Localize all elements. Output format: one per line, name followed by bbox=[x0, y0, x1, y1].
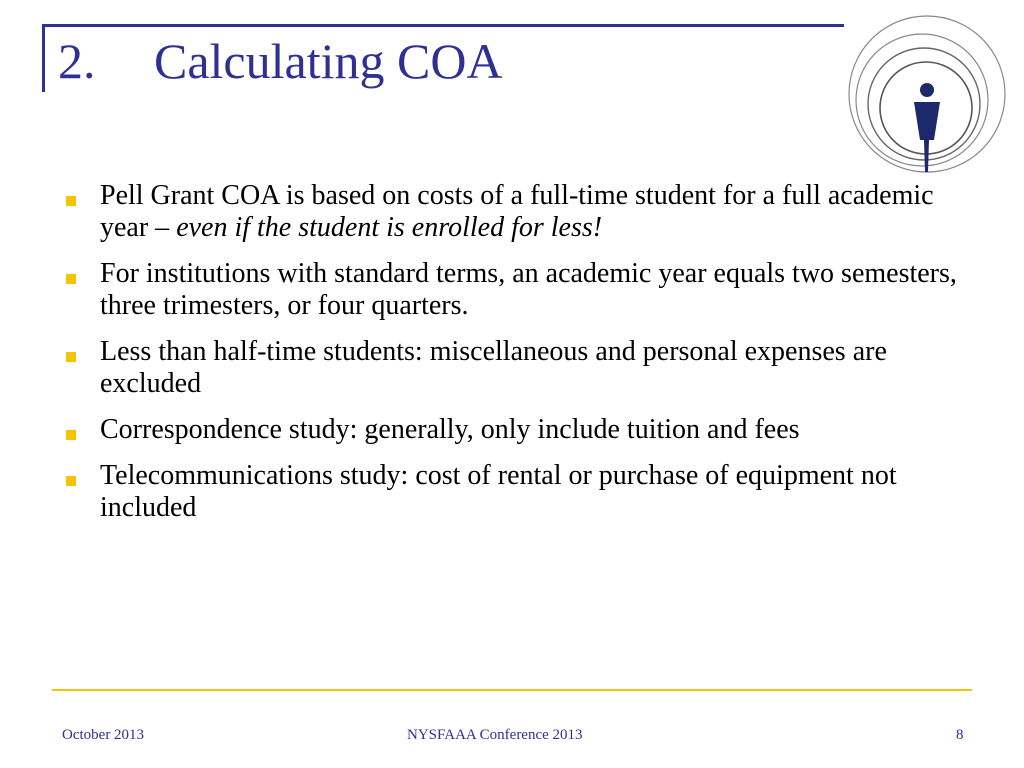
footer-event: NYSFAAA Conference 2013 bbox=[407, 727, 583, 743]
bullet-emphasis: even if the student is enrolled for less! bbox=[176, 212, 603, 243]
bullet-text: Pell Grant COA is based on costs of a full-time student for a full academic year – bbox=[100, 180, 934, 243]
bullet-text: Telecommunications study: cost of rental or purchase of equipment not included bbox=[100, 460, 897, 523]
slide-title bbox=[58, 33, 503, 89]
bullet-marker bbox=[66, 196, 76, 206]
list-item bbox=[60, 414, 960, 446]
bullet-marker bbox=[66, 352, 76, 362]
bullet-text: Correspondence study: generally, only include tuition and fees bbox=[100, 414, 800, 445]
title-frame-horizontal bbox=[42, 24, 844, 27]
title-text: Calculating COA bbox=[154, 33, 503, 89]
footer-date: October 2013 bbox=[62, 727, 145, 743]
list-item bbox=[60, 180, 960, 244]
bullet-list bbox=[60, 180, 960, 538]
footer-divider bbox=[52, 689, 972, 691]
bullet-marker bbox=[66, 274, 76, 284]
title-frame-vertical bbox=[42, 24, 45, 92]
list-item bbox=[60, 258, 960, 322]
concentric-circles-person-logo-icon bbox=[842, 14, 1012, 174]
list-item bbox=[60, 460, 960, 524]
bullet-marker bbox=[66, 476, 76, 486]
bullet-text: For institutions with standard terms, an academic year equals two semesters, three trimesters, or four quarters. bbox=[100, 258, 957, 321]
bullet-text: Less than half-time students: miscellaneous and personal expenses are excluded bbox=[100, 336, 887, 399]
list-item bbox=[60, 336, 960, 400]
page-number: 8 bbox=[956, 727, 964, 743]
title-number: 2. bbox=[58, 33, 96, 89]
bullet-marker bbox=[66, 430, 76, 440]
